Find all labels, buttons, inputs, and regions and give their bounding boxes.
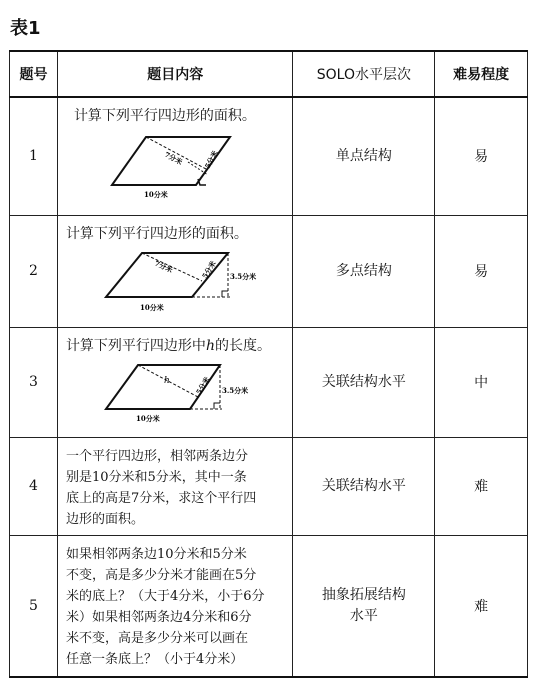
row-difficulty: 易: [435, 215, 528, 327]
parallelogram-figure: [66, 127, 266, 205]
row-difficulty: 难: [435, 437, 528, 535]
problem-line: 底上的高是7分米，求这个平行四: [65, 490, 257, 506]
row-content: [57, 327, 293, 437]
header-level: SOLO水平层次: [293, 51, 435, 97]
row-difficulty: 中: [435, 327, 528, 437]
table-row: [10, 215, 528, 327]
level-line: 水平: [349, 607, 378, 624]
table-row: [10, 437, 528, 535]
row-level: 多点结构: [293, 215, 435, 327]
row-content: [57, 535, 293, 677]
table-caption: 表1: [10, 18, 41, 39]
row-level: 单点结构: [293, 97, 435, 215]
problem-line: 一个平行四边形，相邻两条边分: [65, 448, 248, 464]
figure-label: 7分米: [153, 258, 175, 275]
problem-line: 不变，高是多少分米才能画在5分: [65, 567, 257, 583]
problem-text-after: 的长度。: [214, 337, 271, 354]
problem-text: 计算下列平行四边形的面积。: [73, 108, 256, 124]
problem-line: 任意一条底上？（小于4分米）: [65, 651, 244, 667]
figure-label: h: [163, 375, 170, 386]
row-content: [57, 97, 293, 215]
row-difficulty: 难: [435, 535, 528, 677]
row-num: 1: [10, 97, 58, 215]
parallelogram-figure: [66, 357, 266, 431]
header-num: 题号: [10, 51, 58, 97]
problem-line: 如果相邻两条边10分米和5分米: [65, 546, 247, 562]
figure-label: 7分米: [162, 149, 184, 167]
level-line: 抽象拓展结构: [321, 586, 406, 603]
row-num: 5: [10, 535, 58, 677]
table-row: [10, 97, 528, 215]
figure-label: 3.5分米: [221, 385, 249, 395]
row-content: [57, 437, 293, 535]
problem-line: 米的底上？（大于4分米，小于6分: [65, 588, 265, 604]
problem-line: 米）如果相邻两条边4分米和6分: [65, 609, 252, 625]
figure-label: 5分米: [202, 149, 220, 170]
figure-label: 5分米: [200, 258, 218, 280]
figure-label: 3.5分米: [229, 271, 257, 281]
figure-label: 5分米: [194, 374, 212, 396]
table-row: [10, 535, 528, 677]
problem-text: 计算下列平行四边形的面积。: [65, 225, 248, 242]
parallelogram-figure: [66, 245, 266, 321]
figure-label: 10分米: [143, 190, 168, 199]
row-num: 4: [10, 437, 58, 535]
problem-line: 别是10分米和5分米，其中一条: [65, 469, 247, 485]
figure-label: 10分米: [139, 302, 164, 312]
header-content: 题目内容: [57, 51, 293, 97]
problem-text-before: 计算下列平行四边形中: [65, 337, 206, 354]
row-difficulty: 易: [435, 97, 528, 215]
problem-line: 米不变，高是多少分米可以画在: [65, 630, 248, 646]
row-level: [293, 535, 435, 677]
figure-label: 10分米: [135, 413, 160, 423]
row-num: 3: [10, 327, 58, 437]
table-row: [10, 327, 528, 437]
variable-h: h: [205, 337, 215, 354]
problem-text: [66, 336, 287, 357]
header-row: [10, 51, 528, 97]
row-num: 2: [10, 215, 58, 327]
header-difficulty: 难易程度: [435, 51, 528, 97]
problem-line: 边形的面积。: [65, 511, 144, 527]
row-content: [57, 215, 293, 327]
row-level: 关联结构水平: [293, 437, 435, 535]
row-level: 关联结构水平: [293, 327, 435, 437]
solo-table: [9, 50, 528, 678]
